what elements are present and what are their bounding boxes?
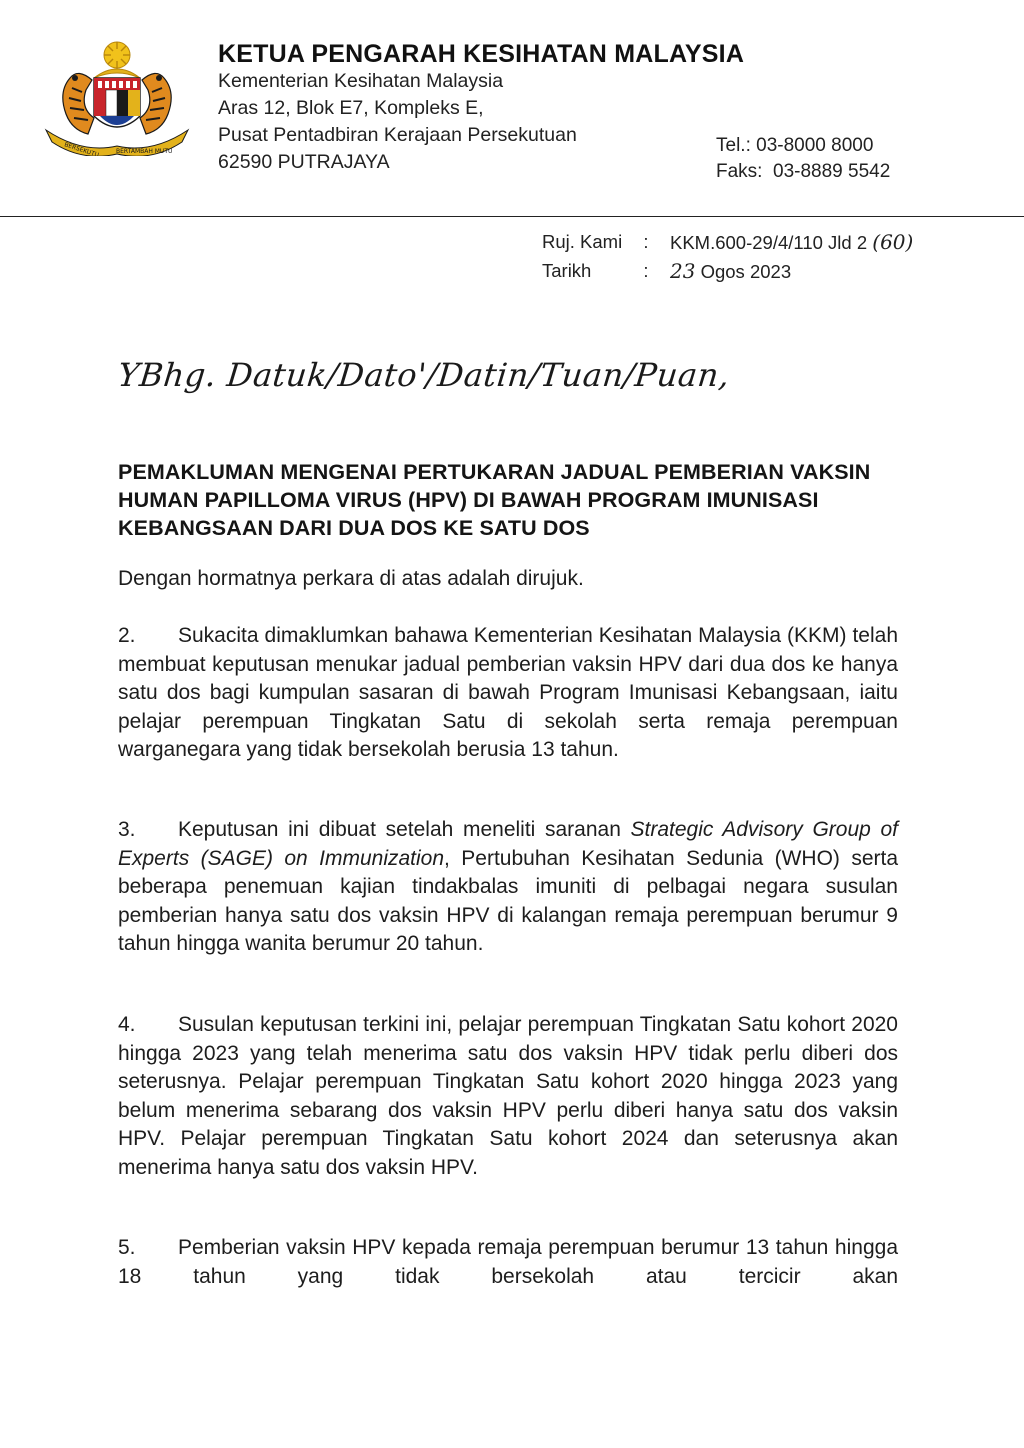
handwritten-day: 23 xyxy=(670,259,696,283)
telephone-number: Tel.: 03-8000 8000 xyxy=(716,135,874,156)
colon: : xyxy=(643,260,649,281)
fax-number: Faks: 03-8889 5542 xyxy=(716,161,891,182)
date-value xyxy=(670,257,791,286)
address-line: Pusat Pentadbiran Kerajaan Persekutuan xyxy=(218,124,577,146)
letter-subject: PEMAKLUMAN MENGENAI PERTUKARAN JADUAL PEMBERIAN VAKSIN HUMAN PAPILLOMA VIRUS (HPV) DI BAWAH PROGRAM IMUNISASI KEBANGSAAN DARI DUA DOS KE SATU DOS xyxy=(118,460,871,540)
paragraph-2 xyxy=(118,622,898,765)
reference-number: KKM.600-29/4/110 Jld 2 xyxy=(670,232,868,253)
handwritten-salutation: YBhg. Datuk/Dato'/Datin/Tuan/Puan, xyxy=(116,356,732,394)
paragraph-number: 4. xyxy=(118,1013,136,1036)
colon: : xyxy=(643,231,649,252)
paragraph-3 xyxy=(118,816,898,959)
paragraph-text: Keputusan ini dibuat setelah meneliti saranan xyxy=(178,818,621,841)
paragraph-number: 2. xyxy=(118,624,136,647)
paragraph-4 xyxy=(118,1011,898,1182)
paragraph-text: , Pertubuhan Kesihatan Sedunia (WHO) serta beberapa penemuan kajian tindakbalas imuniti di pelbagai negara susulan pemberian hanya satu dos vaksin HPV di kalangan remaja perempuan berumur 9 tahun hingga wanita berumur 20 tahun. xyxy=(118,846,899,955)
malaysia-coat-of-arms-icon xyxy=(42,38,192,156)
crest-motto-right: BERTAMBAH MUTU xyxy=(116,148,173,155)
reference-block xyxy=(542,228,913,286)
reference-row xyxy=(542,228,913,257)
paragraph-text: Pemberian vaksin HPV kepada remaja perempuan berumur 13 tahun hingga 18 tahun yang tidak bersekolah atau tercicir akan xyxy=(118,1236,898,1288)
date-label: Tarikh xyxy=(542,260,592,281)
letterhead-address xyxy=(218,68,577,176)
letterhead-contact xyxy=(716,133,890,185)
paragraph-number: 3. xyxy=(118,818,136,841)
date-month-year: Ogos 2023 xyxy=(700,261,792,282)
paragraph-number: 5. xyxy=(118,1236,136,1259)
address-line: 62590 PUTRAJAYA xyxy=(218,151,390,173)
paragraph-italic-text: Strategic Advisory Group of Experts (SAGE) on Immunization xyxy=(118,818,898,870)
intro-line: Dengan hormatnya perkara di atas adalah dirujuk. xyxy=(118,567,584,590)
paragraph-5 xyxy=(118,1234,898,1291)
paragraph-text: Susulan keputusan terkini ini, pelajar perempuan Tingkatan Satu kohort 2020 hingga 2023 yang telah menerima satu dos vaksin HPV tidak perlu diberi dos seterusnya. Pelajar perempuan Tingkatan Satu kohort 2020 hingga 2023 yang belum menerima sebarang dos vaksin HPV perlu diberi hanya satu dos vaksin HPV. Pelajar perempuan Tingkatan Satu kohort 2024 dan seterusnya akan menerima hanya satu dos vaksin HPV. xyxy=(118,1013,898,1179)
reference-label: Ruj. Kami xyxy=(542,231,623,252)
crest-motto-left: BERSEKUTU xyxy=(63,141,100,156)
header-divider xyxy=(0,216,1024,217)
letterhead-title: KETUA PENGARAH KESIHATAN MALAYSIA xyxy=(218,40,745,68)
address-line: Aras 12, Blok E7, Kompleks E, xyxy=(218,97,484,119)
date-row xyxy=(542,257,913,286)
address-line: Kementerian Kesihatan Malaysia xyxy=(218,70,504,92)
reference-value xyxy=(670,228,913,257)
paragraph-text: Sukacita dimaklumkan bahawa Kementerian Kesihatan Malaysia (KKM) telah membuat keputusan menukar jadual pemberian vaksin HPV dari dua dos ke hanya satu dos bagi kumpulan sasaran di bawah Program Imunisasi Kebangsaan, iaitu pelajar perempuan Tingkatan Satu di sekolah serta remaja perempuan warganegara yang tidak bersekolah berusia 13 tahun. xyxy=(118,624,898,761)
handwritten-reference-number: (60) xyxy=(872,230,914,254)
coat-of-arms-logo xyxy=(42,38,192,156)
